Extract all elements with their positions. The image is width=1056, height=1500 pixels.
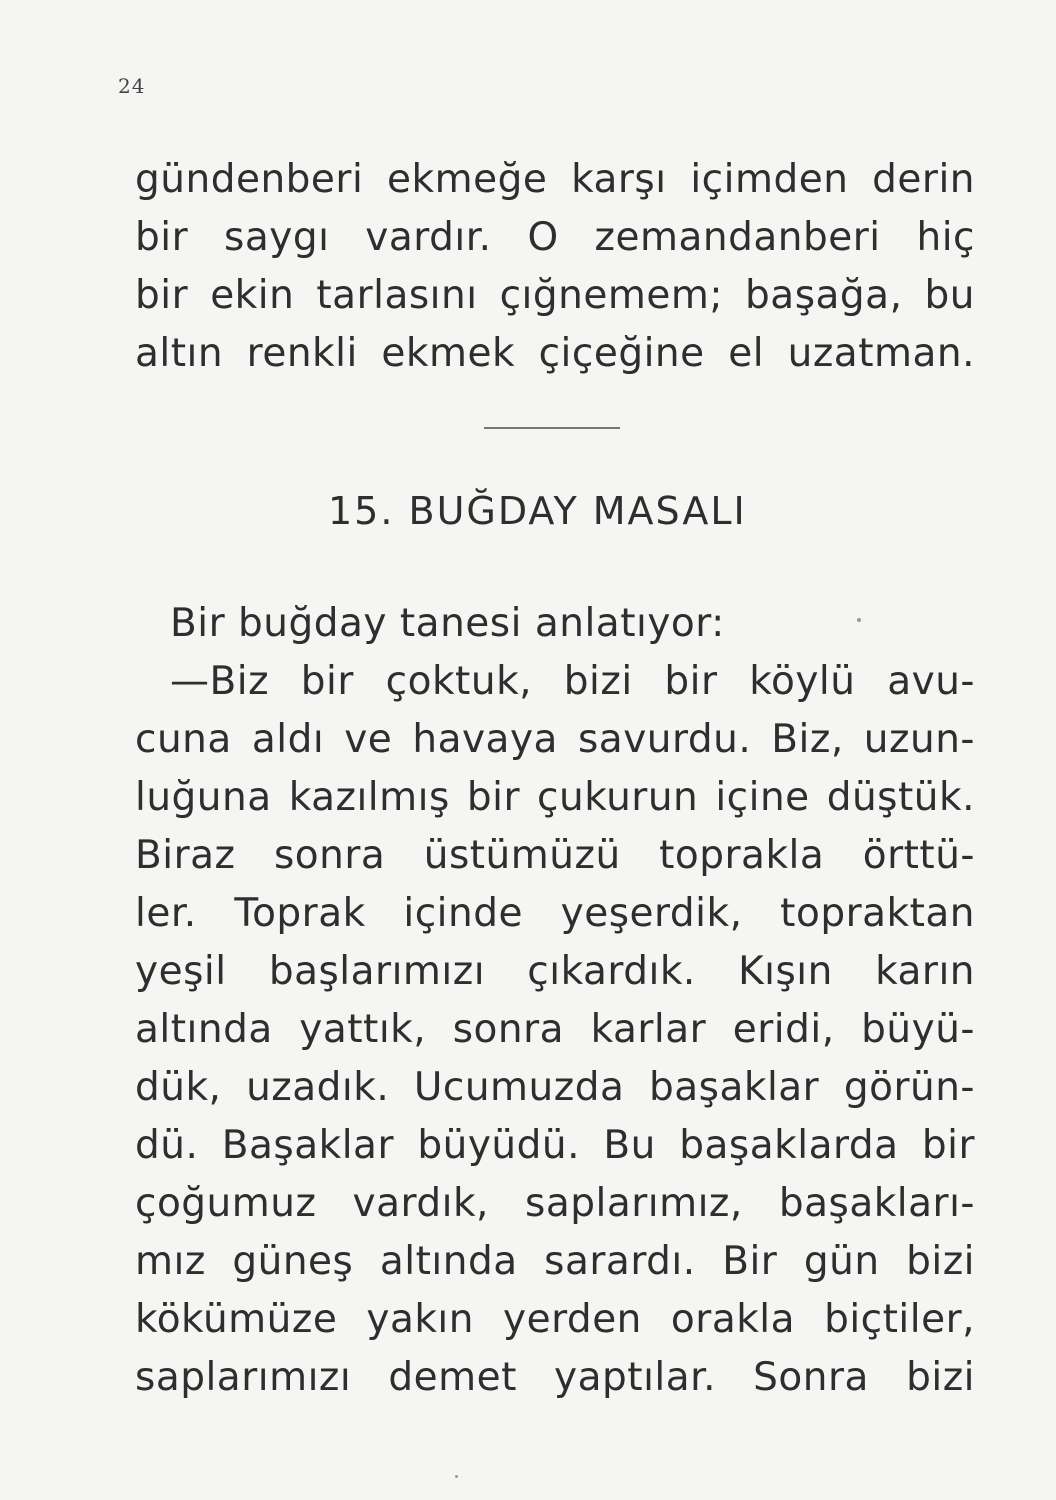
text-line: kökümüze yakın yerden orakla biçtiler, — [135, 1297, 975, 1342]
text-line: saplarımızı demet yaptılar. Sonra bizi — [135, 1355, 975, 1400]
paper-speck — [857, 618, 861, 622]
text-line: —Biz bir çoktuk, bizi bir köylü avu- — [170, 659, 975, 704]
text-line: Biraz sonra üstümüzü toprakla örttü- — [135, 833, 975, 878]
text-line: dük, uzadık. Ucumuzda başaklar görün- — [135, 1065, 975, 1110]
section-divider — [484, 427, 620, 429]
text-line: bir ekin tarlasını çığnemem; başağa, bu — [135, 273, 975, 318]
text-line: cuna aldı ve havaya savurdu. Biz, uzun- — [135, 717, 975, 762]
text-line: mız güneş altında sarardı. Bir gün bizi — [135, 1239, 975, 1284]
text-line: bir saygı vardır. O zemandanberi hiç — [135, 215, 975, 260]
paper-speck — [455, 1475, 458, 1478]
text-line: gündenberi ekmeğe karşı içimden derin — [135, 157, 975, 202]
text-line: altında yattık, sonra karlar eridi, büyü- — [135, 1007, 975, 1052]
text-line: luğuna kazılmış bir çukurun içine düştük. — [135, 775, 975, 820]
section-heading: 15. BUĞDAY MASALI — [328, 489, 747, 533]
text-line: yeşil başlarımızı çıkardık. Kışın karın — [135, 949, 975, 994]
text-line-intro: Bir buğday tanesi anlatıyor: — [170, 601, 725, 646]
text-line: altın renkli ekmek çiçeğine el uzatman. — [135, 331, 975, 376]
page-number: 24 — [118, 74, 146, 98]
text-line: ler. Toprak içinde yeşerdik, topraktan — [135, 891, 975, 936]
text-line: dü. Başaklar büyüdü. Bu başaklarda bir — [135, 1123, 975, 1168]
text-line: çoğumuz vardık, saplarımız, başakları- — [135, 1181, 975, 1226]
